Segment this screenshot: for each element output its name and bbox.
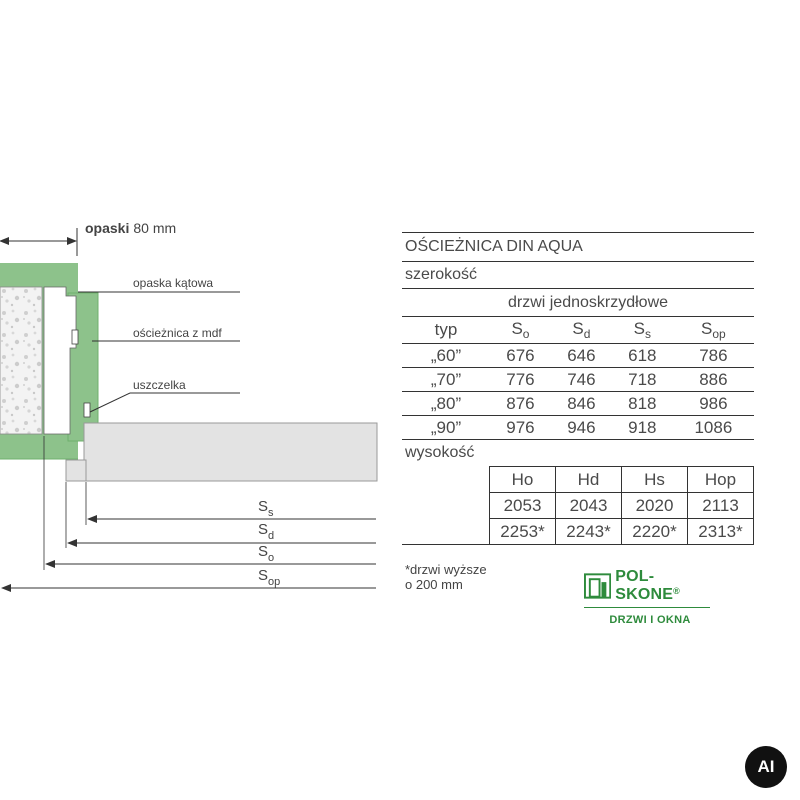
cell-hs: 2020 [622,493,688,519]
table-row [402,519,754,545]
cell-typ: „80” [402,392,490,416]
width-section-label: szerokość [402,262,754,289]
header-ss: $S_s$ [612,317,673,344]
cell-hop: 2313* [688,519,754,545]
width-table [402,317,754,440]
table-row [402,493,754,519]
header-so: $S_o$ [490,317,551,344]
table-row [402,416,754,440]
logo-divider [584,607,710,608]
svg-text:opaski80 mm [85,220,176,236]
ss-label: $S_s$ [258,498,274,519]
cell-ho: 2253* [490,519,556,545]
spec-title: OŚCIEŻNICA DIN AQUA [402,232,754,262]
seal-profile [84,403,90,417]
cell-hd: 2043 [556,493,622,519]
width-header-row [402,317,754,344]
cell-ss: 918 [612,416,673,440]
header-hs: Hs [622,467,688,493]
table-row [402,344,754,368]
pol-skone-logo [584,568,716,626]
cell-sop: 786 [673,344,754,368]
footnote: *drzwi wyższe o 200 mm [405,562,487,592]
header-ho: Ho [490,467,556,493]
cell-ss: 618 [612,344,673,368]
header-hop: Hop [688,467,754,493]
casing-label-bold: opaski [85,220,130,236]
mdf-frame-label: ościeżnica z mdf [133,326,222,340]
cell-ss: 818 [612,392,673,416]
table-row [402,368,754,392]
cell-sd: 746 [551,368,612,392]
angle-casing-label: opaska kątowa [133,276,214,290]
height-table [402,466,754,545]
cell-sop: 886 [673,368,754,392]
cell-hs: 2220* [622,519,688,545]
so-label: $S_o$ [258,543,275,564]
height-header-row [402,467,754,493]
cell-ho: 2053 [490,493,556,519]
cell-typ: „70” [402,368,490,392]
spec-table [402,232,754,545]
header-sd: $S_d$ [551,317,612,344]
sd-label: $S_d$ [258,521,275,542]
cell-ss: 718 [612,368,673,392]
chipboard-core [0,287,42,434]
ai-badge: AI [745,746,787,788]
cell-typ: „90” [402,416,490,440]
table-row [402,392,754,416]
cell-hd: 2243* [556,519,622,545]
door-logo-icon [584,573,611,599]
logo-tagline: DRZWI I OKNA [609,614,691,626]
header-hd: Hd [556,467,622,493]
logo-reg: ® [673,586,680,596]
cell-so: 676 [490,344,551,368]
cell-so: 776 [490,368,551,392]
door-leaf [84,423,377,481]
cell-sd: 846 [551,392,612,416]
header-sop: $S_{op}$ [673,317,754,344]
cell-sd: 646 [551,344,612,368]
seal-label: uszczelka [133,378,186,392]
height-section-label: wysokość [405,444,475,461]
header-typ: typ [402,317,490,344]
cell-so: 976 [490,416,551,440]
cell-so: 876 [490,392,551,416]
logo-name: POL-SKONE [615,568,674,603]
cell-typ: „60” [402,344,490,368]
door-type-label: drzwi jednoskrzydłowe [402,289,754,317]
cell-sop: 1086 [673,416,754,440]
cell-sd: 946 [551,416,612,440]
sop-label: $S_{op}$ [258,567,281,588]
cell-sop: 986 [673,392,754,416]
cell-hop: 2113 [688,493,754,519]
casing-width-label: 80 mm [133,220,177,236]
